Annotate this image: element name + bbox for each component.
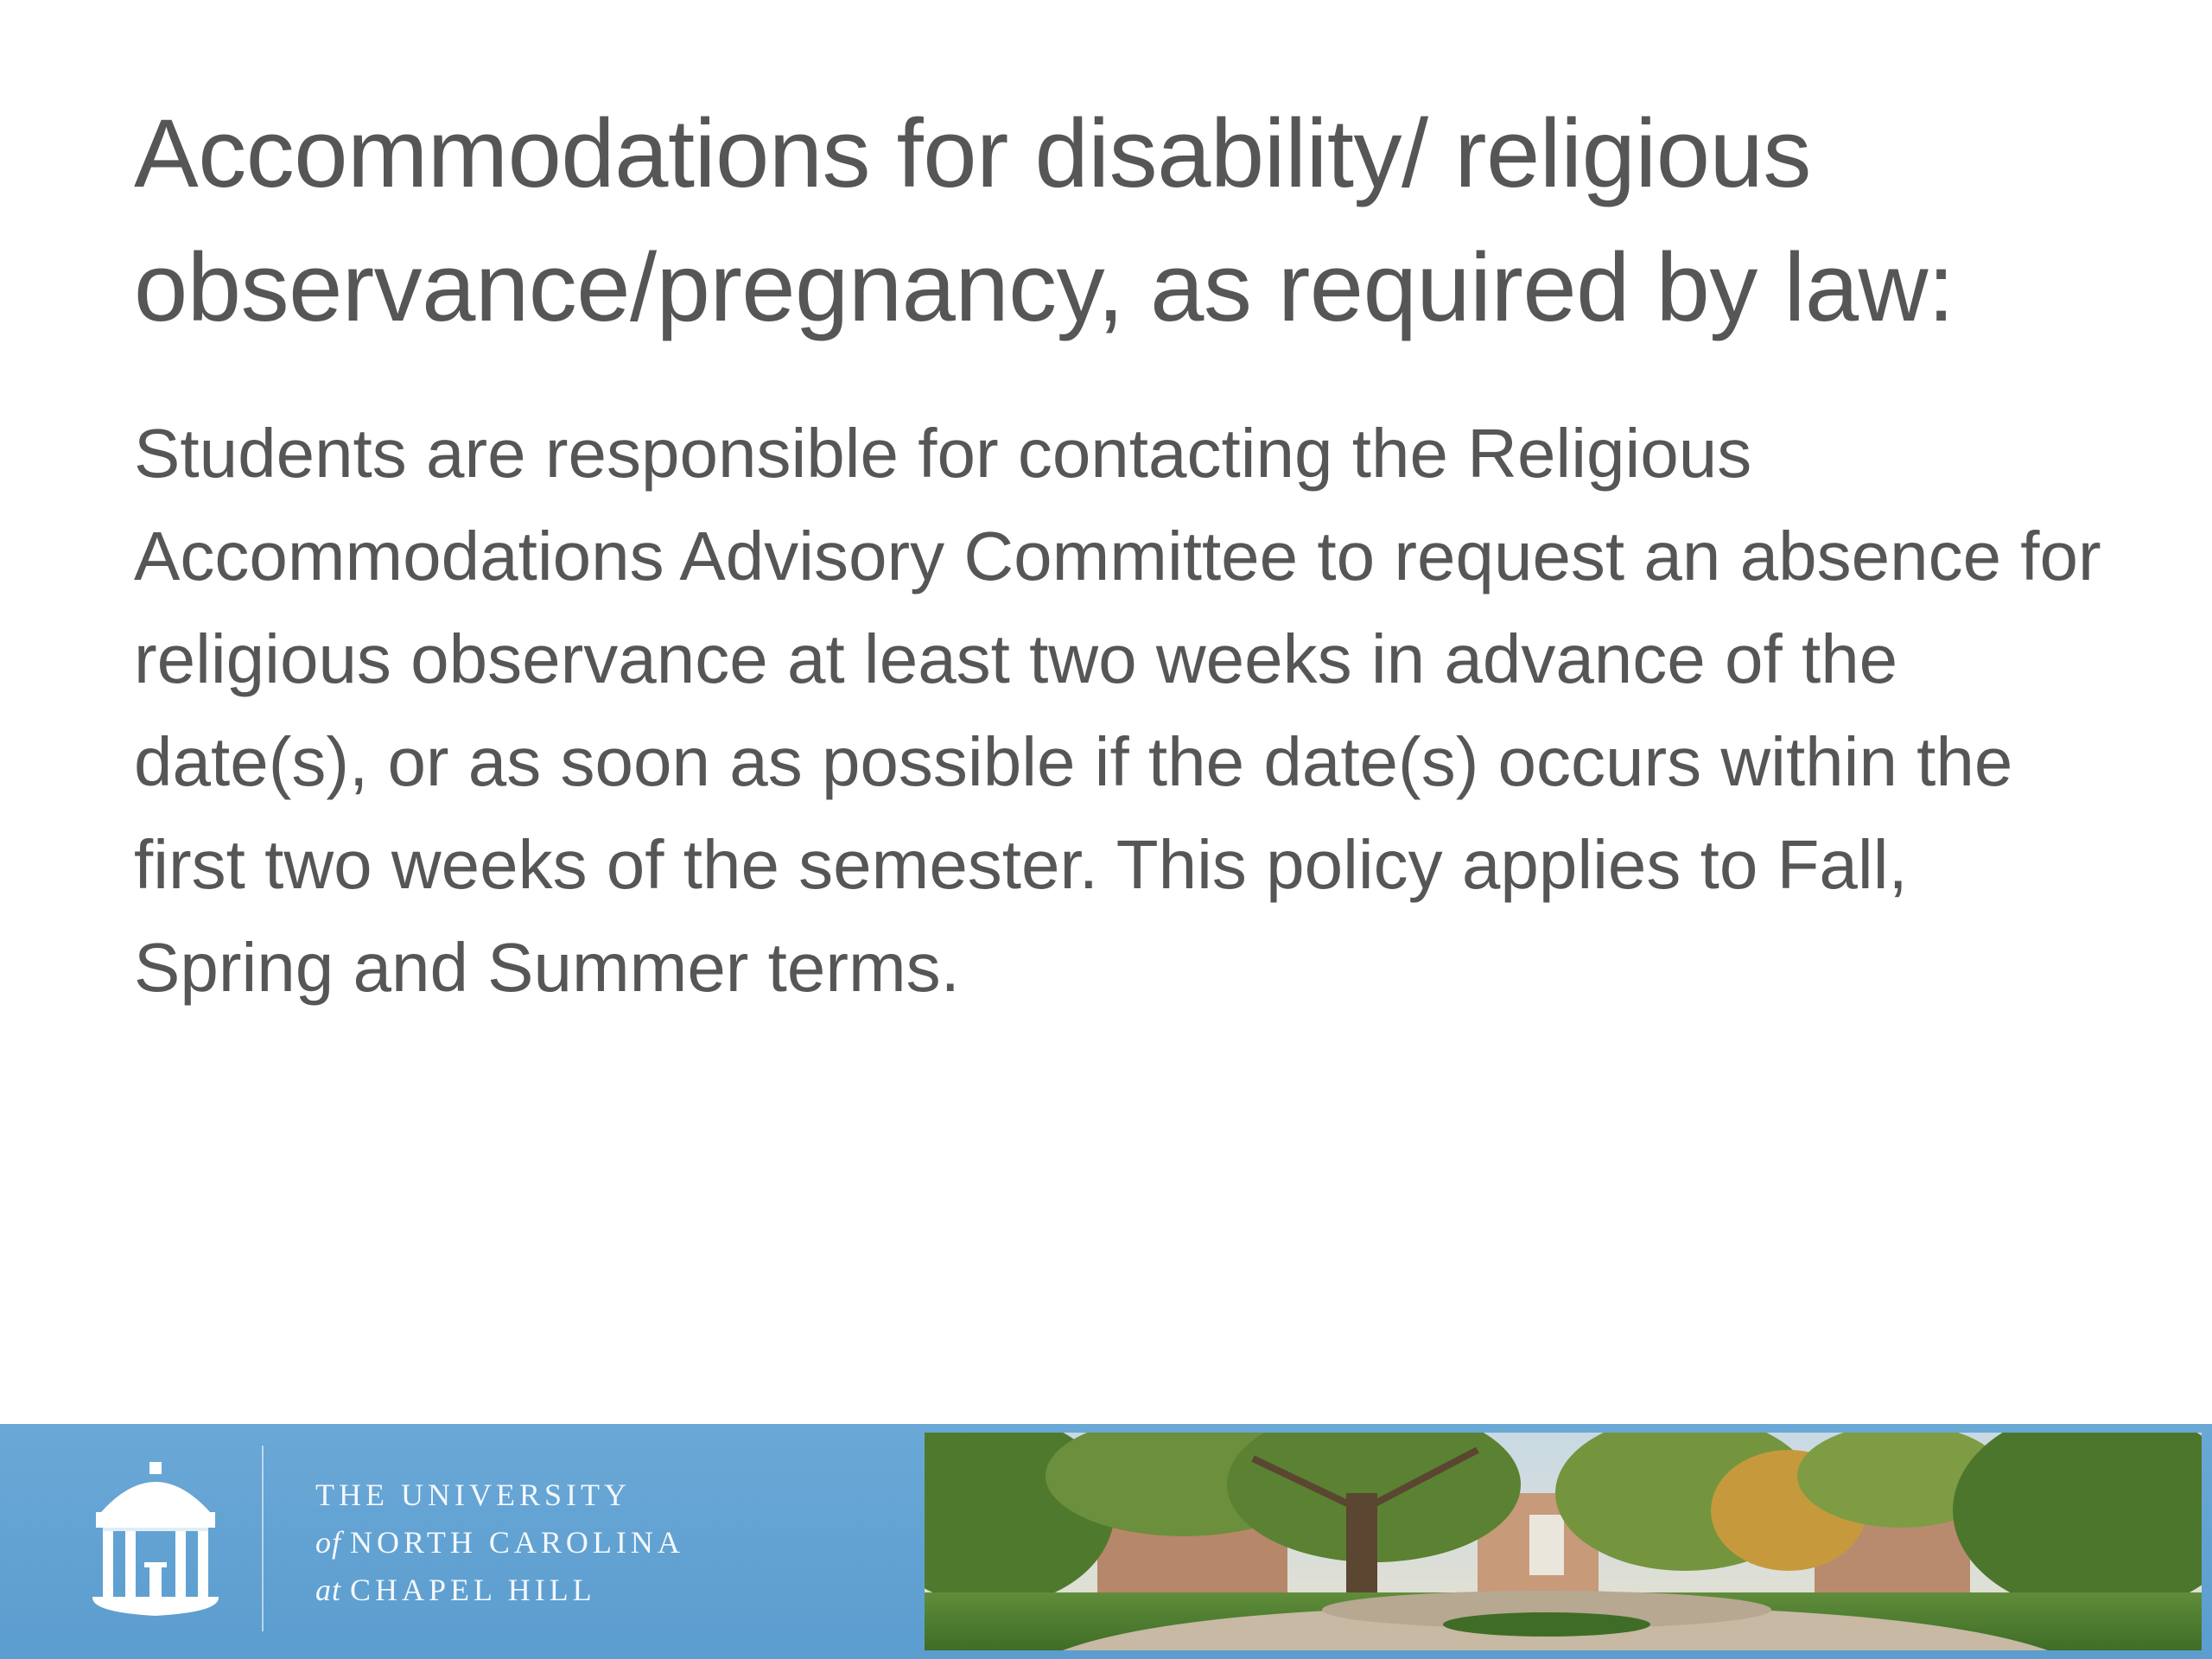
footer-banner: [0, 1424, 2212, 1659]
wordmark-line-3: [315, 1567, 684, 1614]
wordmark-line-2: [315, 1519, 684, 1567]
wordmark-prefix-of: of: [315, 1525, 342, 1560]
campus-panorama-image: [925, 1433, 2202, 1650]
wordmark-prefix-at: at: [315, 1573, 342, 1607]
slide-body-text: Students are responsible for contacting the Religious Accommodations Advisory Committee to request an absence for religious observance at least two weeks in advance of the date(s), or as soon as possible if the date(s) occurs within the first two weeks of the semester. This policy applies to Fall, Spring and Summer terms.: [134, 415, 2101, 1006]
logo-divider: [262, 1446, 264, 1631]
slide-title: [134, 86, 2121, 354]
wordmark-chapel-hill: CHAPEL HILL: [350, 1573, 596, 1607]
wordmark-line-1: THE UNIVERSITY: [315, 1478, 631, 1512]
slide-title-line-2: observance/pregnancy, as required by law:: [134, 233, 1955, 341]
wordmark-north-carolina: NORTH CAROLINA: [350, 1525, 684, 1560]
slide-title-line-1: Accommodations for disability/ religious: [134, 99, 1811, 207]
old-well-icon: [91, 1459, 220, 1618]
university-wordmark: [315, 1471, 684, 1614]
